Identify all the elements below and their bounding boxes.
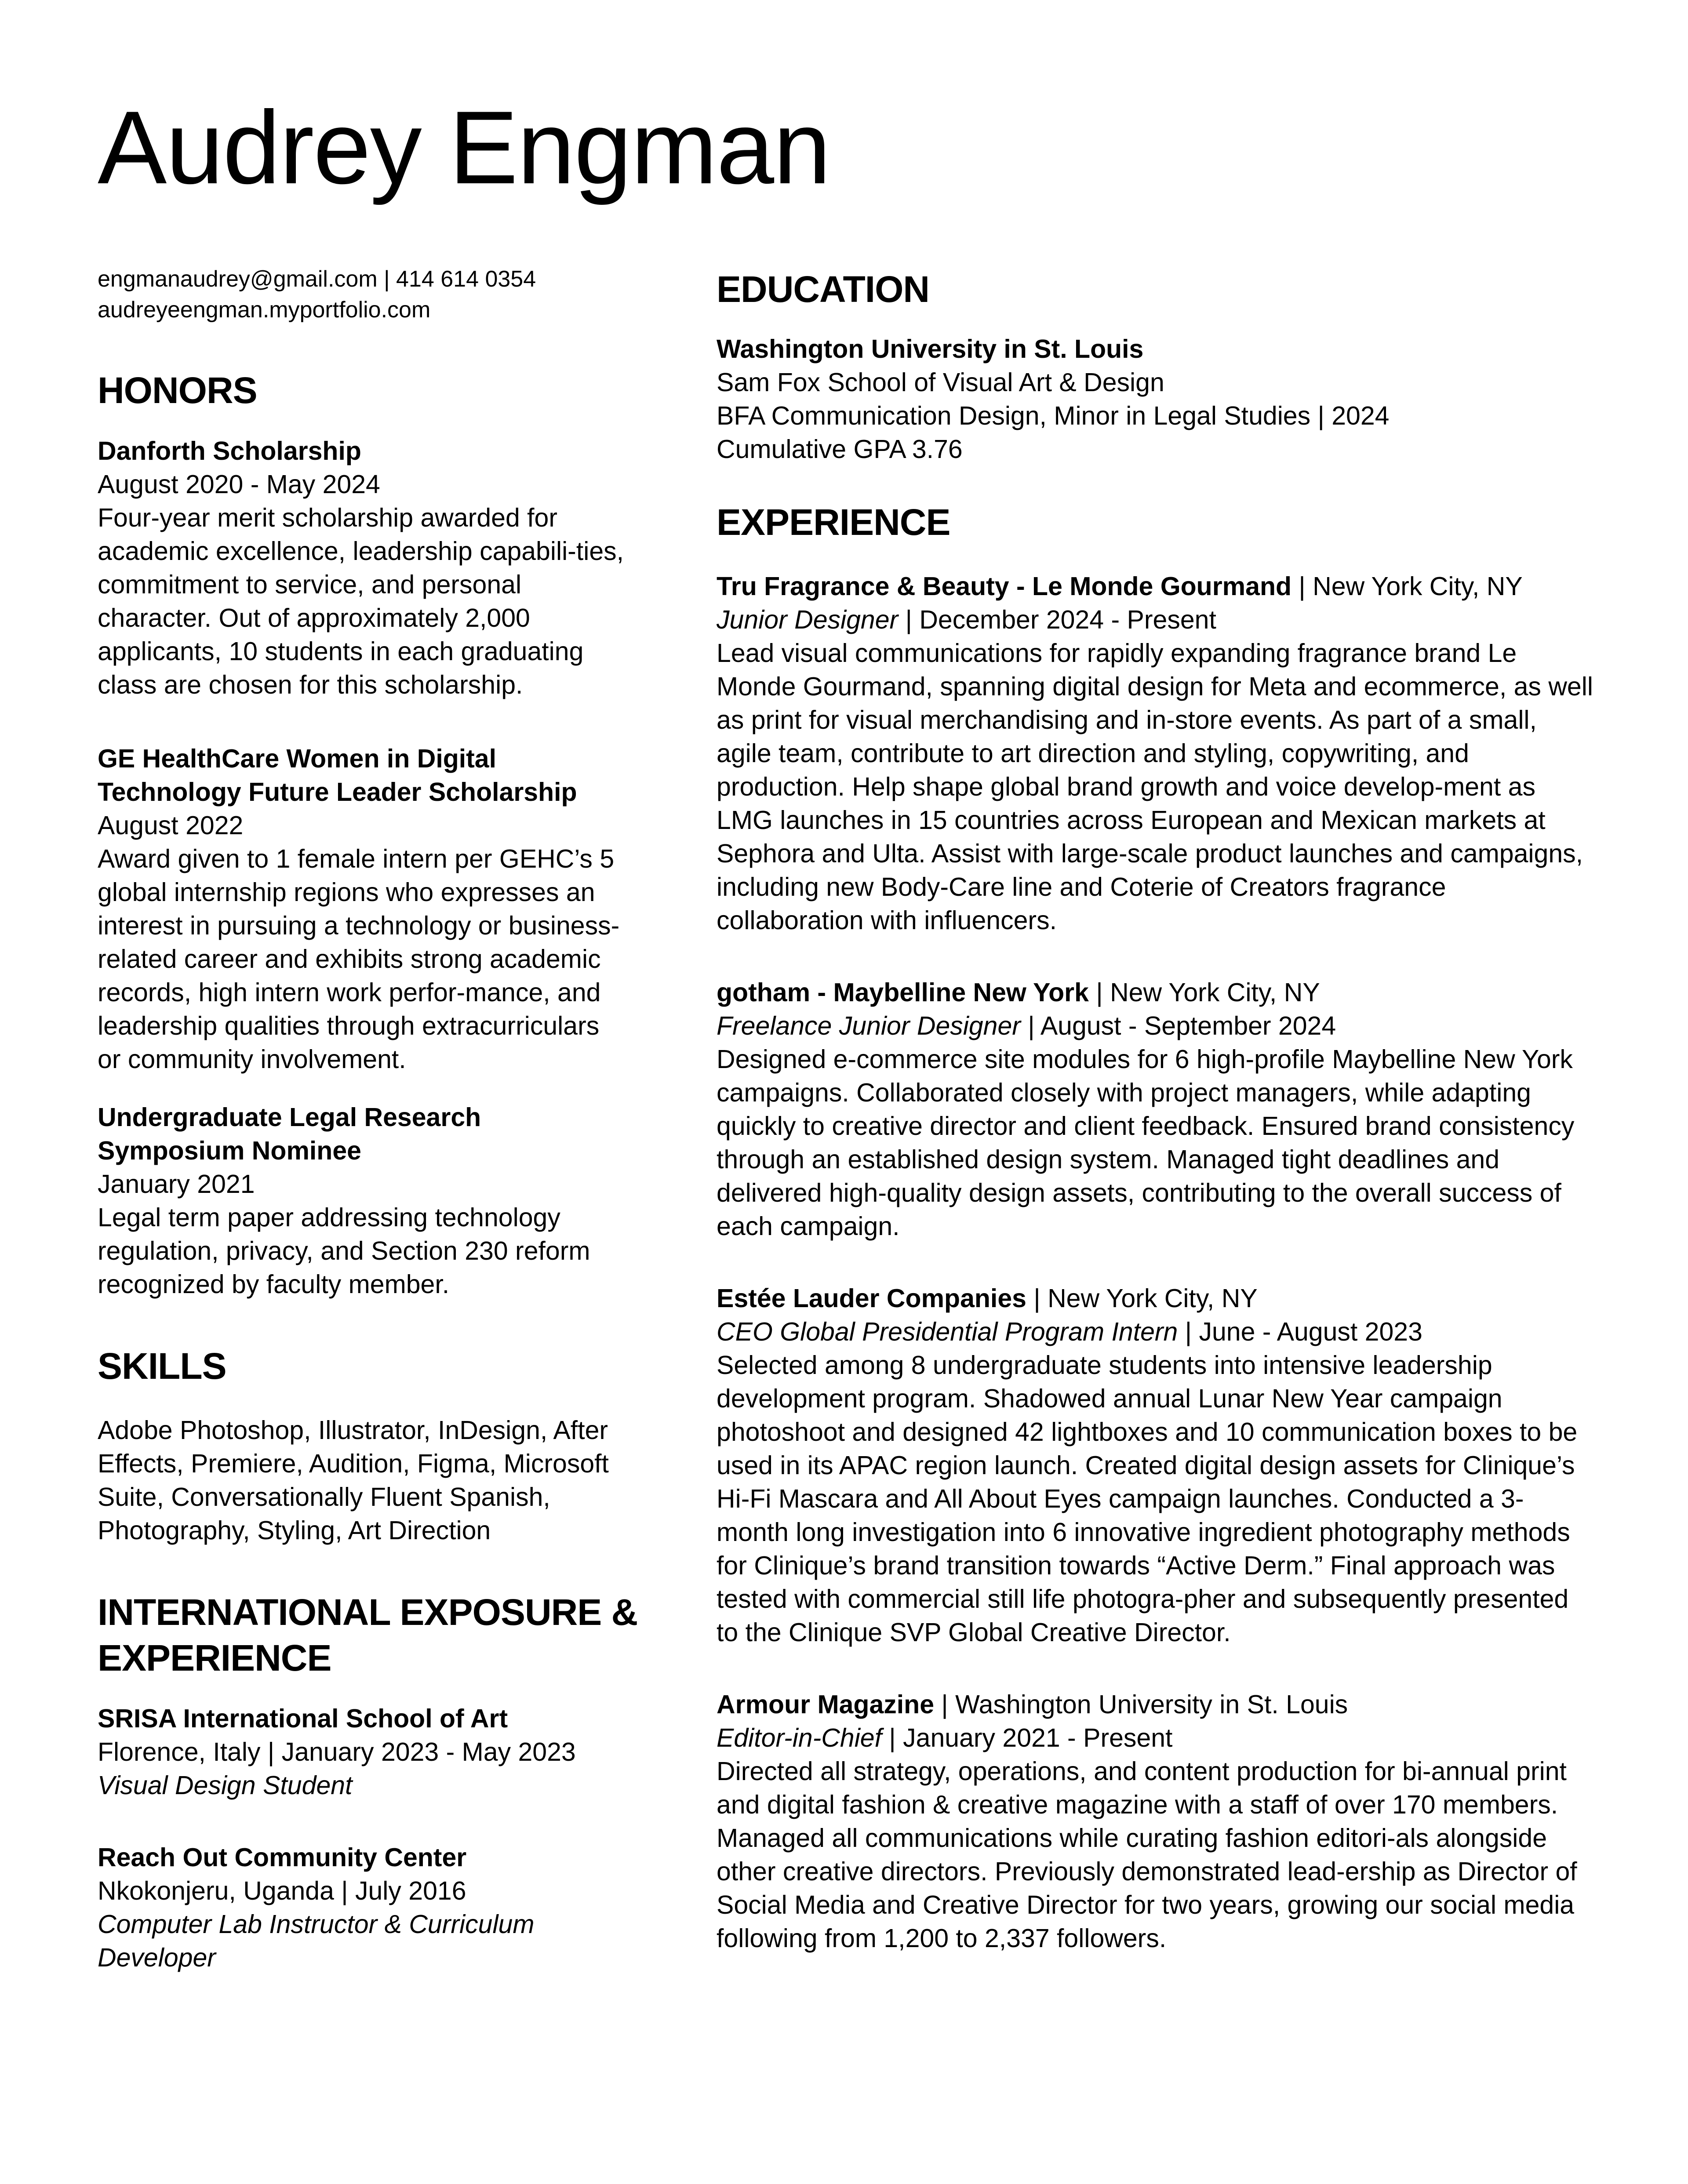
international-role: Computer Lab Instructor & Curriculum Developer — [98, 1910, 535, 1972]
honor-title: Danforth Scholarship — [98, 436, 361, 465]
experience-org: Estée Lauder Companies — [717, 1284, 1026, 1313]
contact-portfolio: audreyeengman.myportfolio.com — [98, 297, 431, 323]
experience-description: Directed all strategy, operations, and content production for bi-annual print and digital fashion & creative magazine with a staff of over 170 members. Managed all communications while curating fashion editori-als alongside other creative directors. Previously demonstrated lead-ership as Director of Social Media and Creative Director for two years, growing our social media following from 1,200 to 2,337 followers. — [717, 1757, 1577, 1953]
experience-heading: EXPERIENCE — [717, 501, 950, 543]
skills-text: Adobe Photoshop, Illustrator, InDesign, After Effects, Premiere, Audition, Figma, Microsoft Suite, Conversationally Fluent Spanish, Photography, Styling, Art Direction — [98, 1416, 609, 1545]
education-college: Sam Fox School of Visual Art & Design — [717, 368, 1164, 397]
international-title: Reach Out Community Center — [98, 1843, 467, 1872]
international-heading: INTERNATIONAL EXPOSURE & EXPERIENCE — [98, 1592, 638, 1679]
experience-org: Armour Magazine — [717, 1690, 935, 1719]
skills-heading: SKILLS — [98, 1345, 226, 1387]
international-detail: Nkokonjeru, Uganda | July 2016 — [98, 1876, 466, 1905]
education-entry — [717, 332, 1596, 466]
experience-header — [717, 976, 1596, 1009]
international-entry — [98, 1702, 651, 1802]
experience-header — [717, 1282, 1596, 1315]
experience-role-line — [717, 603, 1596, 636]
experience-role: Freelance Junior Designer — [717, 1011, 1021, 1040]
honor-title: Undergraduate Legal Research Symposium Nominee — [98, 1103, 481, 1165]
experience-description: Selected among 8 undergraduate students into intensive leadership development program. Shadowed annual Lunar New Year campaign photoshoot and designed 42 lightboxes and 10 communication boxes to be used in its APAC region launch. Created digital design assets for Clinique’s Hi-Fi Mascara and All About Eyes campaign launches. Conducted a 3-month long investigation into 6 innovative ingredient photography methods for Clinique’s brand transition towards “Active Derm.” Final approach was tested with commercial still life photogra-pher and subsequently presented to the Clinique SVP Global Creative Director. — [717, 1351, 1578, 1647]
experience-location: | New York City, NY — [1026, 1284, 1258, 1313]
experience-entry — [717, 1282, 1596, 1649]
honor-title: GE HealthCare Women in Digital Technology Future Leader Scholarship — [98, 744, 577, 807]
experience-location: | New York City, NY — [1291, 572, 1523, 601]
experience-role-line — [717, 1721, 1596, 1755]
education-degree: BFA Communication Design, Minor in Legal Studies | 2024 — [717, 401, 1390, 430]
honor-entry — [98, 434, 638, 701]
honor-date: August 2022 — [98, 811, 244, 840]
experience-org: gotham - Maybelline New York — [717, 978, 1089, 1007]
experience-header — [717, 1688, 1596, 1721]
education-school: Washington University in St. Louis — [717, 334, 1144, 363]
education-heading: EDUCATION — [717, 269, 930, 310]
honor-date: January 2021 — [98, 1170, 255, 1199]
honor-description: Award given to 1 female intern per GEHC’s 5 global internship regions who expresses an interest in pursuing a technology or business-related career and exhibits strong academic records, high intern work perfor-mance, and leadership qualities through extracurriculars or community involvement. — [98, 844, 620, 1074]
experience-role: Junior Designer — [717, 605, 899, 634]
experience-role: CEO Global Presidential Program Intern — [717, 1317, 1178, 1346]
honor-date: August 2020 - May 2024 — [98, 470, 380, 499]
honors-heading: HONORS — [98, 370, 257, 411]
experience-entry — [717, 1688, 1596, 1955]
experience-entry — [717, 976, 1596, 1243]
experience-org: Tru Fragrance & Beauty - Le Monde Gourmand — [717, 572, 1292, 601]
honor-description: Four-year merit scholarship awarded for academic excellence, leadership capabili-ties, commitment to service, and personal character. Out of approximately 2,000 applicants, 10 students in each graduating class are chosen for this scholarship. — [98, 503, 624, 699]
experience-entry — [717, 570, 1596, 937]
contact-email-phone: engmanaudrey@gmail.com | 414 614 0354 — [98, 266, 536, 292]
international-entry — [98, 1841, 603, 1974]
experience-description: Designed e-commerce site modules for 6 high-profile Maybelline New York campaigns. Collaborated closely with project managers, while adapting quickly to creative director and client feedback. Ensured brand consistency through an established design system. Managed tight deadlines and delivered high-quality design assets, contributing to the overall success of each campaign. — [717, 1045, 1575, 1241]
experience-header — [717, 570, 1596, 603]
experience-dates: | December 2024 - Present — [898, 605, 1216, 634]
education-gpa: Cumulative GPA 3.76 — [717, 435, 963, 464]
left-column — [98, 264, 651, 1974]
experience-role-line — [717, 1315, 1596, 1348]
international-detail: Florence, Italy | January 2023 - May 2023 — [98, 1737, 576, 1766]
honor-description: Legal term paper addressing technology regulation, privacy, and Section 230 reform recognized by faculty member. — [98, 1203, 590, 1299]
international-title: SRISA International School of Art — [98, 1704, 508, 1733]
experience-description: Lead visual communications for rapidly expanding fragrance brand Le Monde Gourmand, spanning digital design for Meta and ecommerce, as well as print for visual merchandising and in-store events. As part of a small, agile team, contribute to art direction and styling, copywriting, and production. Help shape global brand growth and voice develop-ment as LMG launches in 15 countries across European and Mexican markets at Sephora and Ulta. Assist with large-scale product launches and campaigns, including new Body-Care line and Coterie of Creators fragrance collaboration with influencers. — [717, 639, 1593, 935]
honor-entry — [98, 1101, 634, 1301]
international-role: Visual Design Student — [98, 1771, 353, 1800]
experience-dates: | June - August 2023 — [1178, 1317, 1422, 1346]
experience-location: | Washington University in St. Louis — [934, 1690, 1348, 1719]
experience-dates: | January 2021 - Present — [882, 1723, 1173, 1752]
experience-location: | New York City, NY — [1088, 978, 1320, 1007]
honor-entry — [98, 742, 629, 1076]
right-column — [717, 264, 1596, 1955]
resume-name: Audrey Engman — [98, 90, 830, 206]
experience-role-line — [717, 1009, 1596, 1043]
contact-block — [98, 264, 651, 325]
experience-role: Editor-in-Chief — [717, 1723, 882, 1752]
experience-dates: | August - September 2024 — [1020, 1011, 1336, 1040]
